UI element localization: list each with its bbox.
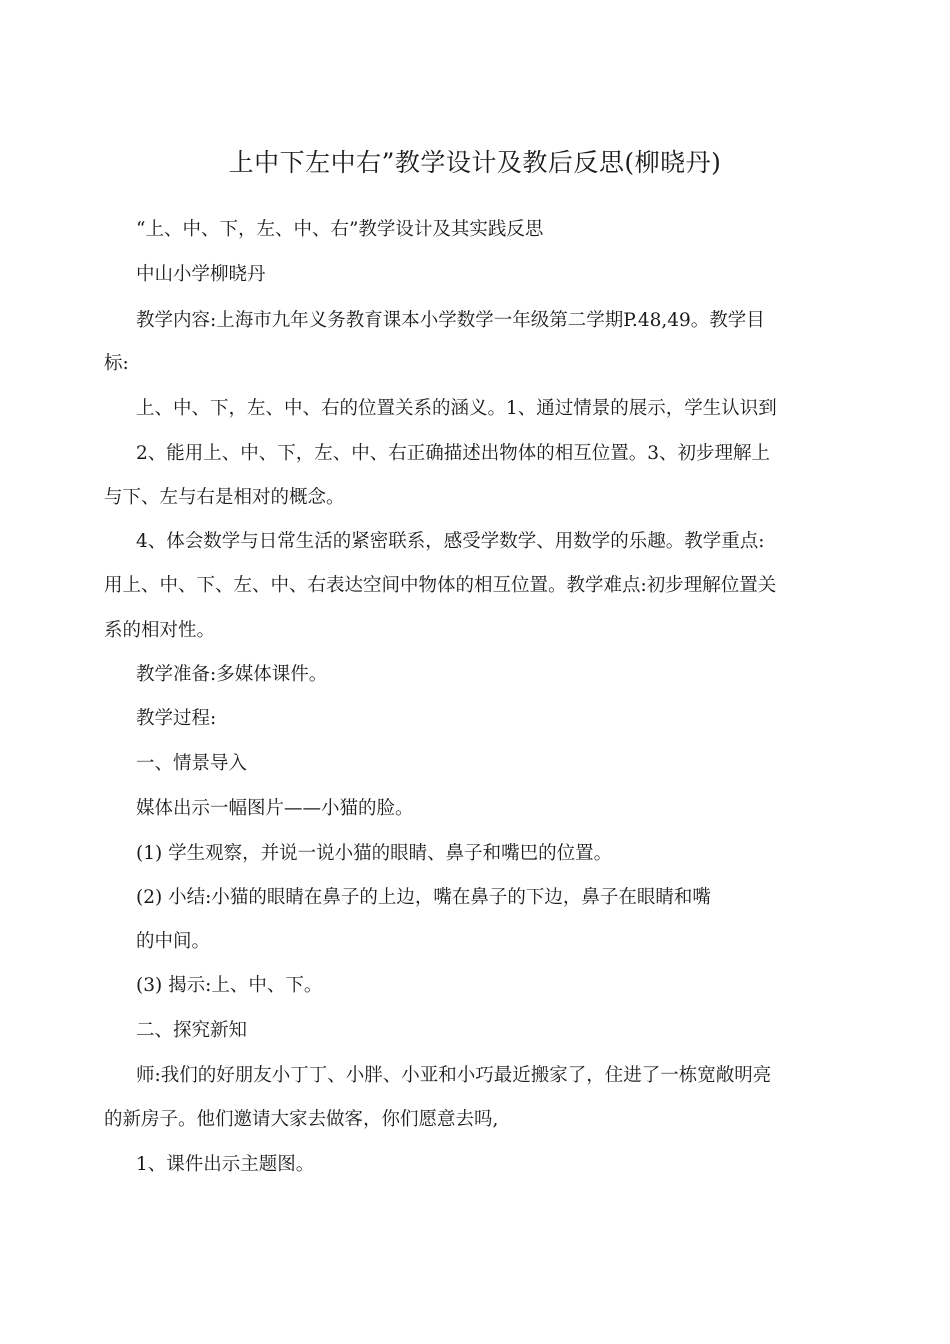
paragraph-goal-2: 2、能用上、中、下，左、中、右正确描述出物体的相互位置。3、初步理解上	[136, 443, 771, 464]
list-item-2: (2) 小结:小猫的眼睛在鼻子的上边，嘴在鼻子的下边，鼻子在眼睛和嘴	[136, 887, 711, 908]
paragraph-preparation: 教学准备:多媒体课件。	[136, 664, 328, 685]
list-item-2-cont: 的中间。	[136, 931, 211, 952]
paragraph-teacher-cont: 的新房子。他们邀请大家去做客，你们愿意去吗,	[104, 1109, 499, 1130]
paragraph-goal-1: 上、中、下，左、中、右的位置关系的涵义。1、通过情景的展示，学生认识到	[136, 398, 777, 419]
paragraph-media: 媒体出示一幅图片——小猫的脸。	[136, 798, 414, 819]
paragraph-goal-2-cont: 与下、左与右是相对的概念。	[104, 487, 345, 508]
list-item-3: (3) 揭示:上、中、下。	[136, 975, 323, 996]
section-heading-1: 一、情景导入	[136, 753, 248, 774]
paragraph-content: 教学内容:上海市九年义务教育课本小学数学一年级第二学期P.48,49。教学目	[136, 310, 765, 331]
paragraph-process: 教学过程:	[136, 708, 217, 729]
paragraph-teacher: 师:我们的好朋友小丁丁、小胖、小亚和小巧最近搬家了，住进了一栋宽敞明亮	[136, 1065, 772, 1086]
list-item-1: (1) 学生观察，并说一说小猫的眼睛、鼻子和嘴巴的位置。	[136, 843, 613, 864]
section-heading-2: 二、探究新知	[136, 1020, 248, 1041]
paragraph-author: 中山小学柳晓丹	[136, 264, 266, 285]
document-title: 上中下左中右”教学设计及教后反思(柳晓丹)	[228, 148, 722, 177]
paragraph-goal-4: 4、体会数学与日常生活的紧密联系，感受学数学、用数学的乐趣。教学重点:	[136, 531, 765, 552]
paragraph-content-cont: 标:	[104, 353, 129, 374]
paragraph-subtitle: “上、中、下，左、中、右”教学设计及其实践反思	[136, 219, 544, 240]
paragraph-goal-4-cont: 用上、中、下、左、中、右表达空间中物体的相互位置。教学难点:初步理解位置关	[104, 575, 777, 596]
paragraph-goal-4-end: 系的相对性。	[104, 620, 216, 641]
paragraph-courseware: 1、课件出示主题图。	[136, 1154, 315, 1175]
